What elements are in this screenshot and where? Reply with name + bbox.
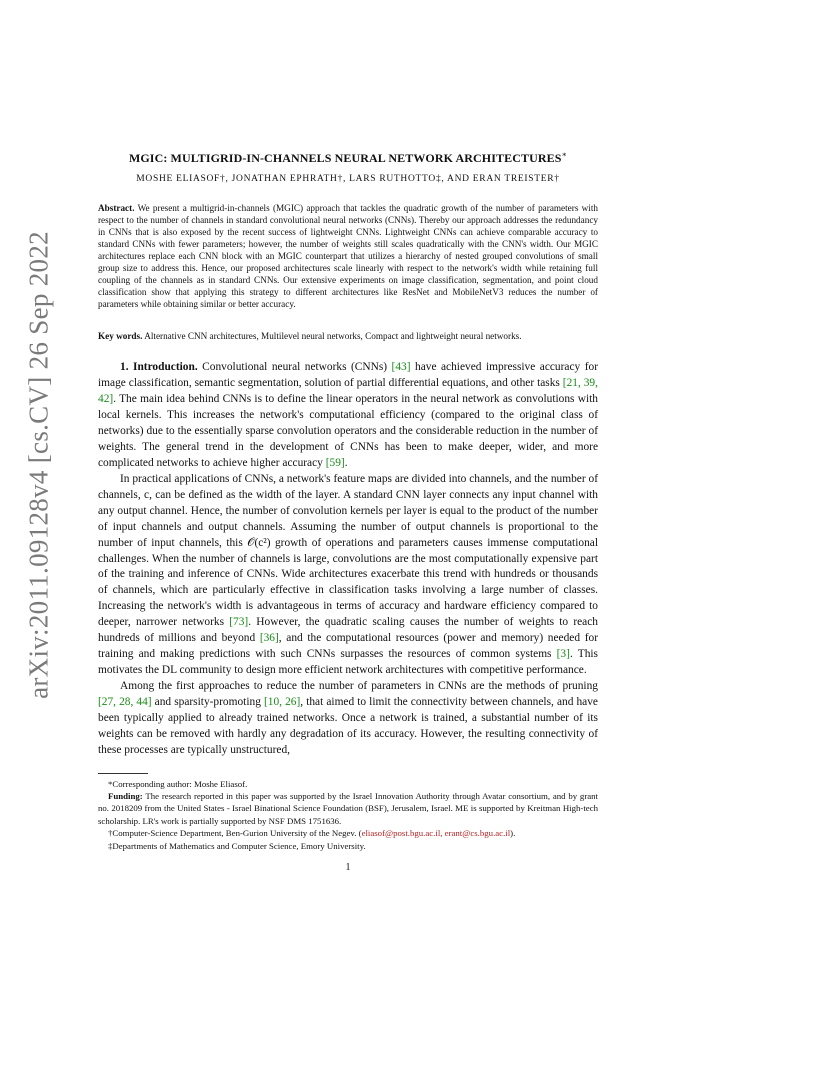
citation-link[interactable]: [36] — [259, 632, 279, 645]
footnote-funding: Funding: The research reported in this paper was supported by the Israel Innovation Authority through Avatar consortium, and by grant no. 2018209 from the United States - Israel Binational Science Foundation (BSF), Jerusalem, Israel. ME is supported by Kreitman High-tech scholarship. LR's work is partially supported by NSF DMS 1751636. — [98, 790, 598, 826]
footnote-affiliation-2: ‡Departments of Mathematics and Computer Science, Emory University. — [108, 840, 366, 851]
footnotes — [98, 778, 598, 852]
footnote-corresponding: *Corresponding author: Moshe Eliasof. — [108, 778, 248, 789]
arxiv-identifier — [14, 231, 64, 699]
keywords-label: Key words. — [98, 331, 143, 342]
citation-link[interactable]: [10, 26] — [263, 695, 301, 708]
intro-paragraph-3: Among the first approaches to reduce the number of parameters in CNNs are the methods of pruning [27, 28, 44] and sparsity-promoting [10, 26], that aimed to limit the connectivity between channels, and have been typically applied to already trained networks. Once a network is trained, a substantial number of its weights can be removed with hardly any degradation of its accuracy. However, the resulting connectivity of these processes are typically unstructured, — [98, 679, 598, 756]
abstract-text: We present a multigrid-in-channels (MGIC) approach that tackles the quadratic growth of the number of parameters with respect to the number of channels in standard convolutional neural networks (CNNs). Thereby our approach addresses the redundancy in CNNs that is also exposed by the recent success of lightweight CNNs. Lightweight CNNs can achieve comparable accuracy to standard CNNs with fewer parameters; however, the number of weights still scales quadratically with the CNN's width. Our MGIC architectures replace each CNN block with an MGIC counterpart that utilizes a hierarchy of nested grouped convolutions of small group size to address this. Hence, our proposed architectures scale linearly with respect to the network's width while retaining full coupling of the channels as in standard CNNs. Our extensive experiments on image classification, segmentation, and point cloud classification show that applying this strategy to different architectures like ResNet and MobileNetV3 reduces the number of parameters while obtaining similar or better accuracy. — [98, 203, 599, 310]
page-number: 1 — [345, 861, 351, 873]
introduction-section — [98, 360, 598, 758]
keywords — [98, 330, 598, 342]
citation-link[interactable]: [43] — [391, 361, 411, 374]
citation-link[interactable]: [73] — [229, 616, 249, 629]
paper-page — [98, 140, 598, 873]
email-link[interactable]: eliasof@post.bgu.ac.il, erant@cs.bgu.ac.il — [361, 828, 511, 839]
citation-link[interactable]: [21, 39, 42] — [98, 377, 598, 406]
abstract — [98, 202, 598, 310]
citation-link[interactable]: [3] — [556, 648, 570, 661]
citation-link[interactable]: [27, 28, 44] — [98, 695, 152, 708]
footnote-divider — [98, 773, 148, 774]
abstract-label: Abstract. — [98, 203, 135, 213]
footnote-affiliation-1: †Computer-Science Department, Ben-Gurion University of the Negev. (eliasof@post.bgu.ac.il, erant@cs.bgu.ac.il). — [108, 828, 516, 839]
intro-paragraph-1: 1. Introduction. Convolutional neural networks (CNNs) [43] have achieved impressive accuracy for image classification, semantic segmentation, solution of partial differential equations, and other tasks [21, 39, 42]. The main idea behind CNNs is to define the linear operators in the neural network as convolutions with local kernels. This increases the network's computational efficiency (compared to the original class of networks) due to the essentially sparse convolution operators and the considerable reduction in the number of weights. The general trend in the development of CNNs has been to make deeper, wider, and more complicated networks to achieve higher accuracy [59]. — [98, 361, 598, 469]
arxiv-identifier-text: arXiv:2011.09128v4 [cs.CV] 26 Sep 2022 — [23, 231, 54, 699]
section-heading: 1. Introduction. — [120, 361, 198, 374]
intro-paragraph-2: In practical applications of CNNs, a network's feature maps are divided into channels, and the number of channels, c, can be defined as the width of the layer. A standard CNN layer connects any input channel with any output channel. Hence, the number of convolution kernels per layer is equal to the product of the number of input channels and output channels. Assuming the number of output channels is proportional to the number of input channels, this 𝒪(c²) growth of operations and parameters causes immense computational challenges. When the number of channels is large, convolutions are the most computationally expensive part of the training and inference of CNNs. Wide architectures exacerbate this trend with hundreds or thousands of channels, which are particularly effective in classification tasks involving a large number of classes. Increasing the network's width is advantageous in terms of accuracy and hardware efficiency compared to deeper, narrower networks [73]. However, the quadratic scaling causes the number of weights to reach hundreds of millions and beyond [36], and the computational resources (power and memory) needed for training and making predictions with such CNNs surpasses the resources of common systems [3]. This motivates the DL community to design more efficient network architectures with competitive performance. — [98, 472, 598, 676]
keywords-text: Alternative CNN architectures, Multilevel neural networks, Compact and lightweight neural networks. — [144, 331, 522, 342]
citation-link[interactable]: [59] — [325, 457, 345, 469]
author-list: MOSHE ELIASOF†, JONATHAN EPHRATH†, LARS RUTHOTTO‡, AND ERAN TREISTER† — [136, 174, 560, 184]
paper-title: MGIC: MULTIGRID-IN-CHANNELS NEURAL NETWORK ARCHITECTURES∗ — [128, 150, 568, 165]
